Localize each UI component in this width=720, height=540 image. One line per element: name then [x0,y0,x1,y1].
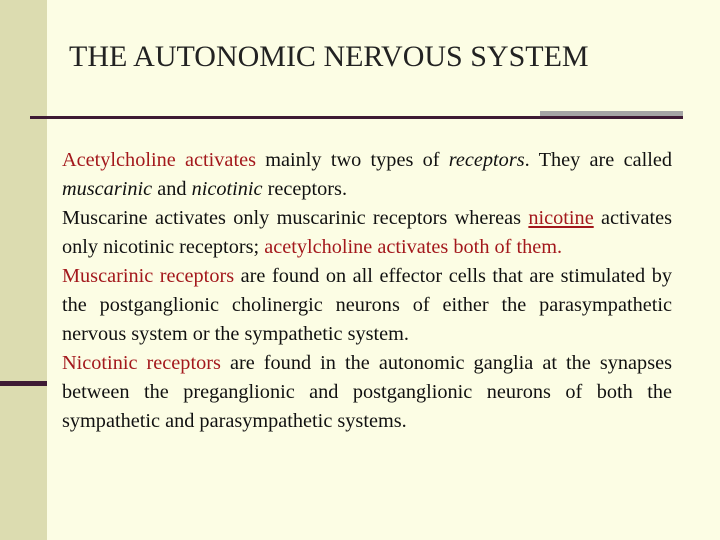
slide-body [62,146,672,436]
text-segment: receptors. [262,178,348,200]
title-divider-dark [30,116,540,119]
term-nicotinic: nicotinic [191,178,263,200]
text-segment: Muscarine activates only muscarinic receptors whereas [62,207,529,229]
highlight-nicotinic-receptors: Nicotinic receptors [62,352,221,374]
text-segment: are found on all effector cells that are stimulated by the postganglionic cholinergic neurons of either the parasympathetic nervous system or the sympathetic system. [62,265,672,345]
title-divider-dark-right [540,116,683,119]
text-segment: . They are called [524,149,672,171]
left-accent-line [0,381,47,386]
text-segment: mainly two types of [255,149,449,171]
paragraph-nicotinic-receptors [62,349,672,436]
paragraph-muscarinic-receptors [62,262,672,349]
term-receptors: receptors [448,149,525,171]
paragraph-receptor-types [62,146,672,204]
text-segment: activates only nicotinic receptors; [62,207,673,258]
slide-title: THE AUTONOMIC NERVOUS SYSTEM [69,40,589,73]
highlight-acetylcholine-activates: Acetylcholine activates [62,149,256,171]
highlight-muscarinic-receptors: Muscarinic receptors [62,265,235,287]
highlight-nicotine: nicotine [528,207,594,229]
highlight-acetylcholine-both: acetylcholine activates both of them. [264,236,563,258]
left-sidebar-band [0,0,47,540]
text-segment: are found in the autonomic ganglia at the synapses between the preganglionic and postganglionic neurons of both the sympathetic and parasympathetic systems. [62,352,672,432]
text-segment: and [152,178,192,200]
paragraph-muscarine-nicotine [62,204,672,262]
term-muscarinic: muscarinic [62,178,153,200]
